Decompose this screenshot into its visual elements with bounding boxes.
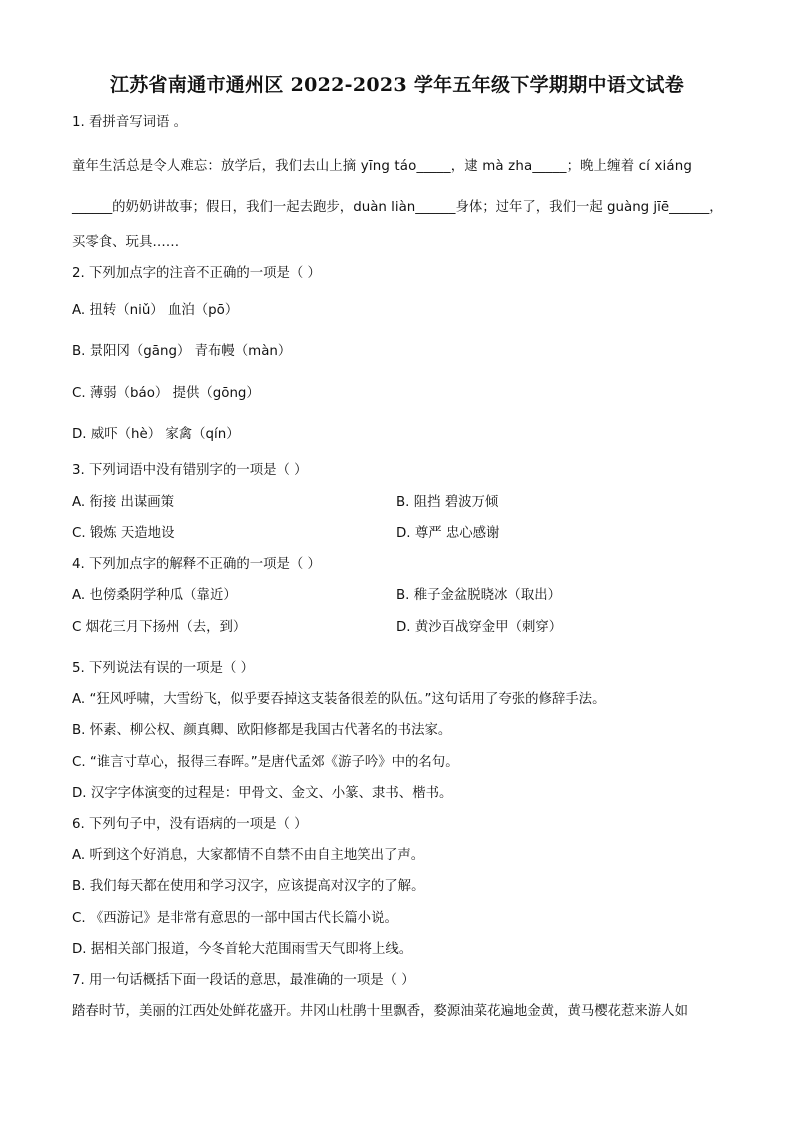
- question-1-text-line-1: 童年生活总是令人难忘：放学后，我们去山上摘 yīng táo_____，逮 mà zha_____；晚上缠着 cí xiáng: [72, 159, 693, 174]
- page-title: 江苏省南通市通州区 2022-2023 学年五年级下学期期中语文试卷: [109, 74, 685, 96]
- question-5-option-c: C. “谁言寸草心，报得三春晖。”是唐代孟郊《游子吟》中的名句。: [72, 755, 459, 770]
- question-3-option-a: A. 衔接 出谋画策: [72, 495, 175, 510]
- question-6-option-c: C. 《西游记》是非常有意思的一部中国古代长篇小说。: [72, 911, 398, 926]
- question-4-option-d: D. 黄沙百战穿金甲（刺穿）: [396, 620, 563, 635]
- question-5-option-d: D. 汉字字体演变的过程是：甲骨文、金文、小篆、隶书、楷书。: [72, 786, 453, 801]
- question-4-stem: 4. 下列加点字的解释不正确的一项是（ ）: [72, 557, 321, 572]
- question-2-option-d: D. 威吓（hè） 家禽（qín）: [72, 427, 240, 442]
- question-5-stem: 5. 下列说法有误的一项是（ ）: [72, 661, 254, 676]
- question-4-option-c: C 烟花三月下扬州（去，到）: [72, 620, 247, 635]
- question-5-option-b: B. 怀素、柳公权、颜真卿、欧阳修都是我国古代著名的书法家。: [72, 723, 452, 738]
- question-7-text-line-1: 踏春时节，美丽的江西处处鲜花盛开。井冈山杜鹃十里飘香，婺源油菜花遍地金黄，黄马樱花惹来游人如: [72, 1004, 688, 1019]
- question-2-option-c: C. 薄弱（báo） 提供（gōng）: [72, 386, 260, 401]
- question-4-option-b: B. 稚子金盆脱晓冰（取出）: [396, 588, 561, 603]
- question-6-option-a: A. 听到这个好消息，大家都情不自禁不由自主地笑出了声。: [72, 848, 425, 863]
- question-3-option-d: D. 尊严 忠心感谢: [396, 526, 500, 541]
- question-3-option-c: C. 锻炼 天造地设: [72, 526, 175, 541]
- question-1-text-line-3: 买零食、玩具……: [72, 235, 180, 250]
- question-2-option-a: A. 扭转（niǔ） 血泊（pō）: [72, 303, 239, 318]
- question-1-text-line-2: ______的奶奶讲故事；假日，我们一起去跑步，duàn liàn______身体；过年了，我们一起 guàng jīē______，: [72, 200, 723, 215]
- question-2-stem: 2. 下列加点字的注音不正确的一项是（ ）: [72, 266, 321, 281]
- question-7-stem: 7. 用一句话概括下面一段话的意思，最准确的一项是（ ）: [72, 973, 415, 988]
- question-6-option-d: D. 据相关部门报道，今冬首轮大范围雨雪天气即将上线。: [72, 942, 413, 957]
- question-2-option-b: B. 景阳冈（gāng） 青布幔（màn）: [72, 344, 292, 359]
- question-6-stem: 6. 下列句子中，没有语病的一项是（ ）: [72, 817, 308, 832]
- question-4-option-a: A. 也傍桑阴学种瓜（靠近）: [72, 588, 237, 603]
- question-3-option-b: B. 阻挡 碧波万倾: [396, 495, 499, 510]
- question-5-option-a: A. “狂风呼啸，大雪纷飞，似乎要吞掉这支装备很差的队伍。”这句话用了夸张的修辞手法。: [72, 692, 606, 707]
- question-3-stem: 3. 下列词语中没有错别字的一项是（ ）: [72, 463, 308, 478]
- question-6-option-b: B. 我们每天都在使用和学习汉字，应该提高对汉字的了解。: [72, 879, 425, 894]
- question-1-stem: 1. 看拼音写词语 。: [72, 115, 188, 130]
